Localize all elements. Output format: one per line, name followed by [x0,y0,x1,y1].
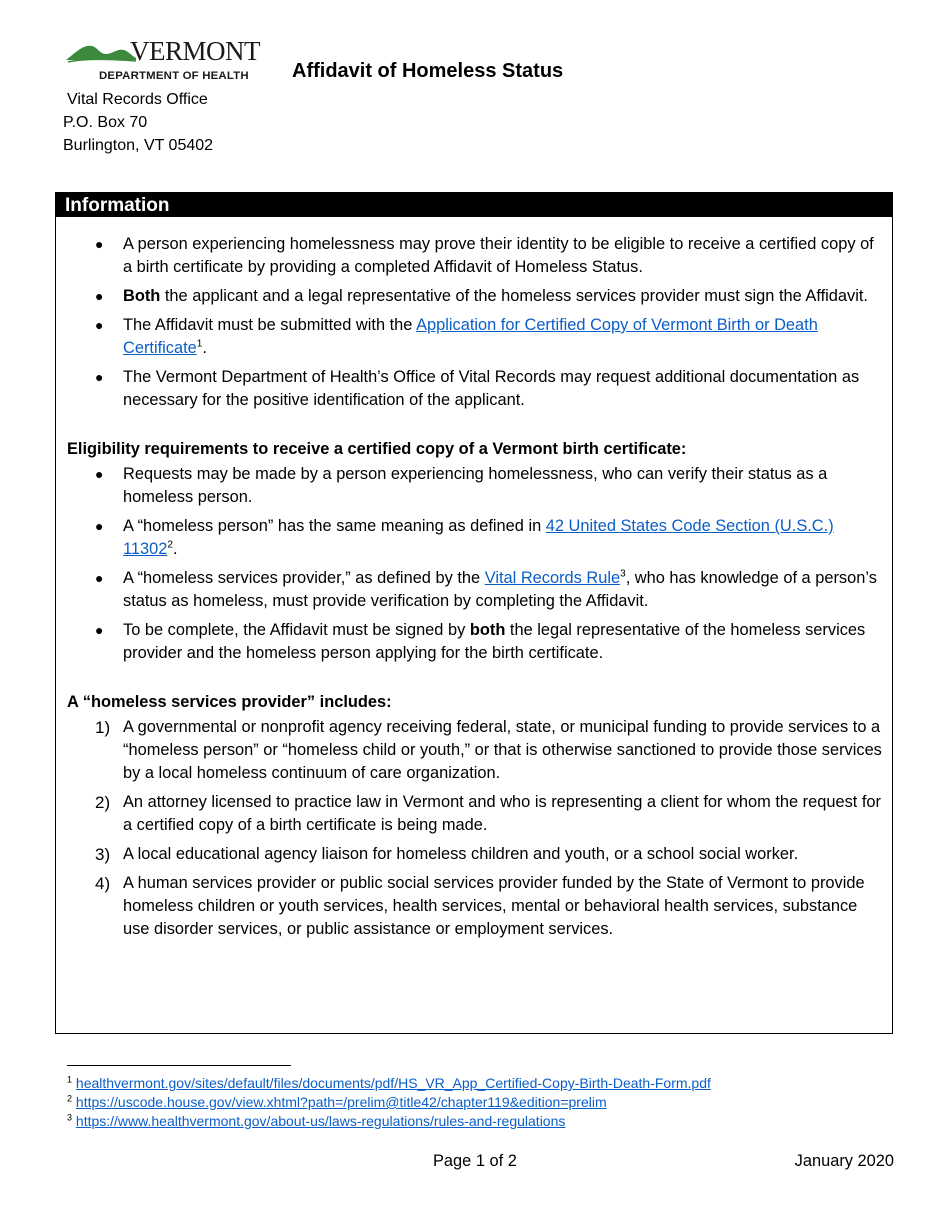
footnote-2-link[interactable]: https://uscode.house.gov/view.xhtml?path=/prelim@title42/chapter119&edition=prelim [75,1094,607,1110]
info-bullet-2-bold: Both [123,287,161,305]
logo-wordmark: VERMONT [130,36,260,66]
vital-records-rule-link[interactable]: Vital Records Rule [484,569,621,587]
footnote-ref-3: 3 [620,568,626,580]
footnote-ref-1: 1 [196,338,203,350]
eligibility-bullet-1: Requests may be made by a person experiencing homelessness, who can verify their status as a homeless person. [123,465,828,506]
item-number: 1) [95,718,111,737]
list-item [56,872,892,941]
logo-department: DEPARTMENT OF HEALTH [99,70,249,82]
information-box [55,192,893,1034]
vermont-health-logo [66,36,260,88]
footnote-number: 1 [67,1074,73,1085]
eligibility-bullet-2-end: . [172,540,178,558]
page-number: Page 1 of 2 [433,1152,517,1170]
address-office: Vital Records Office [67,91,208,108]
footnote-2 [67,1094,607,1111]
footnote-1 [67,1075,711,1092]
list-item [56,285,892,308]
list-item [56,843,892,866]
footnote-1-link[interactable]: healthvermont.gov/sites/default/files/documents/pdf/HS_VR_App_Certified-Copy-Birth-Death-Form.pdf [75,1075,711,1091]
bullet-icon: ● [95,570,104,586]
address-city: Burlington, VT 05402 [63,137,214,154]
footnote-number: 2 [67,1093,73,1104]
bullet-icon: ● [95,622,104,638]
eligibility-bullet-4-bold: both [469,621,506,639]
page-title: Affidavit of Homeless Status [292,60,564,82]
footnote-3 [67,1113,565,1130]
item-number: 2) [95,793,111,812]
eligibility-bullet-3-end: , who has knowledge of a person’s status as homeless, must provide verification by completing the Affidavit. [123,569,877,610]
bullet-icon: ● [95,317,104,333]
footnote-number: 3 [67,1112,73,1123]
bullet-icon: ● [95,466,104,482]
bullet-icon: ● [95,288,104,304]
list-item [56,463,892,509]
bullet-icon: ● [95,518,104,534]
provider-item-4: A human services provider or public social services provider funded by the State of Vermont to provide homeless children or youth services, health services, mental or behavioral health services, substance use disorder services, or public assistance or employment services. [123,874,865,938]
providers-list [56,716,892,941]
list-item [56,619,892,665]
application-form-link[interactable]: Application for Certified Copy of Vermont Birth or Death Certificate [123,316,818,357]
eligibility-bullet-2-text: A “homeless person” has the same meaning as defined in [123,517,546,535]
info-bullet-4: The Vermont Department of Health’s Office of Vital Records may request additional documentation as necessary for the positive identification of the applicant. [123,368,860,409]
list-item [56,567,892,613]
eligibility-heading: Eligibility requirements to receive a certified copy of a Vermont birth certificate: [67,440,687,458]
list-item [56,314,892,360]
list-item [56,366,892,412]
information-list [56,233,892,412]
eligibility-bullet-4-end: the legal representative of the homeless services provider and the homeless person applying for the birth certificate. [123,621,866,662]
list-item [56,233,892,279]
footnote-ref-2: 2 [167,539,173,551]
eligibility-bullet-4-text: To be complete, the Affidavit must be signed by [123,621,470,639]
provider-item-2: An attorney licensed to practice law in Vermont and who is representing a client for whom the request for a certified copy of a birth certificate is being made. [123,793,882,834]
info-bullet-1: A person experiencing homelessness may prove their identity to be eligible to receive a certified copy of a birth certificate by providing a completed Affidavit of Homeless Status. [123,235,874,276]
usc-11302-link[interactable]: 42 United States Code Section (U.S.C.) 11302 [123,517,834,558]
list-item [56,515,892,561]
eligibility-list [56,463,892,665]
list-item [56,791,892,837]
info-bullet-2-text: the applicant and a legal representative of the homeless services provider must sign the Affidavit. [160,287,868,305]
info-bullet-3-text: The Affidavit must be submitted with the [123,316,417,334]
provider-item-1: A governmental or nonprofit agency receiving federal, state, or municipal funding to provide services to a “homeless person” or “homeless child or youth,” or that is otherwise sanctioned to provide those services by a local homeless continuum of care organization. [123,718,882,782]
information-heading: Information [56,193,892,217]
item-number: 4) [95,874,111,893]
footnote-divider [67,1065,291,1066]
address-po-box: P.O. Box 70 [63,114,148,131]
eligibility-bullet-3-text: A “homeless services provider,” as defined by the [123,569,485,587]
providers-heading: A “homeless services provider” includes: [67,693,392,711]
bullet-icon: ● [95,369,104,385]
info-bullet-3-end: . [202,339,207,357]
bullet-icon: ● [95,236,104,252]
list-item [56,716,892,785]
footnote-3-link[interactable]: https://www.healthvermont.gov/about-us/laws-regulations/rules-and-regulations [75,1113,566,1129]
item-number: 3) [95,845,111,864]
provider-item-3: A local educational agency liaison for homeless children and youth, or a school social worker. [123,845,799,863]
mountain-logo-icon [66,38,136,66]
revision-date: January 2020 [794,1152,894,1170]
